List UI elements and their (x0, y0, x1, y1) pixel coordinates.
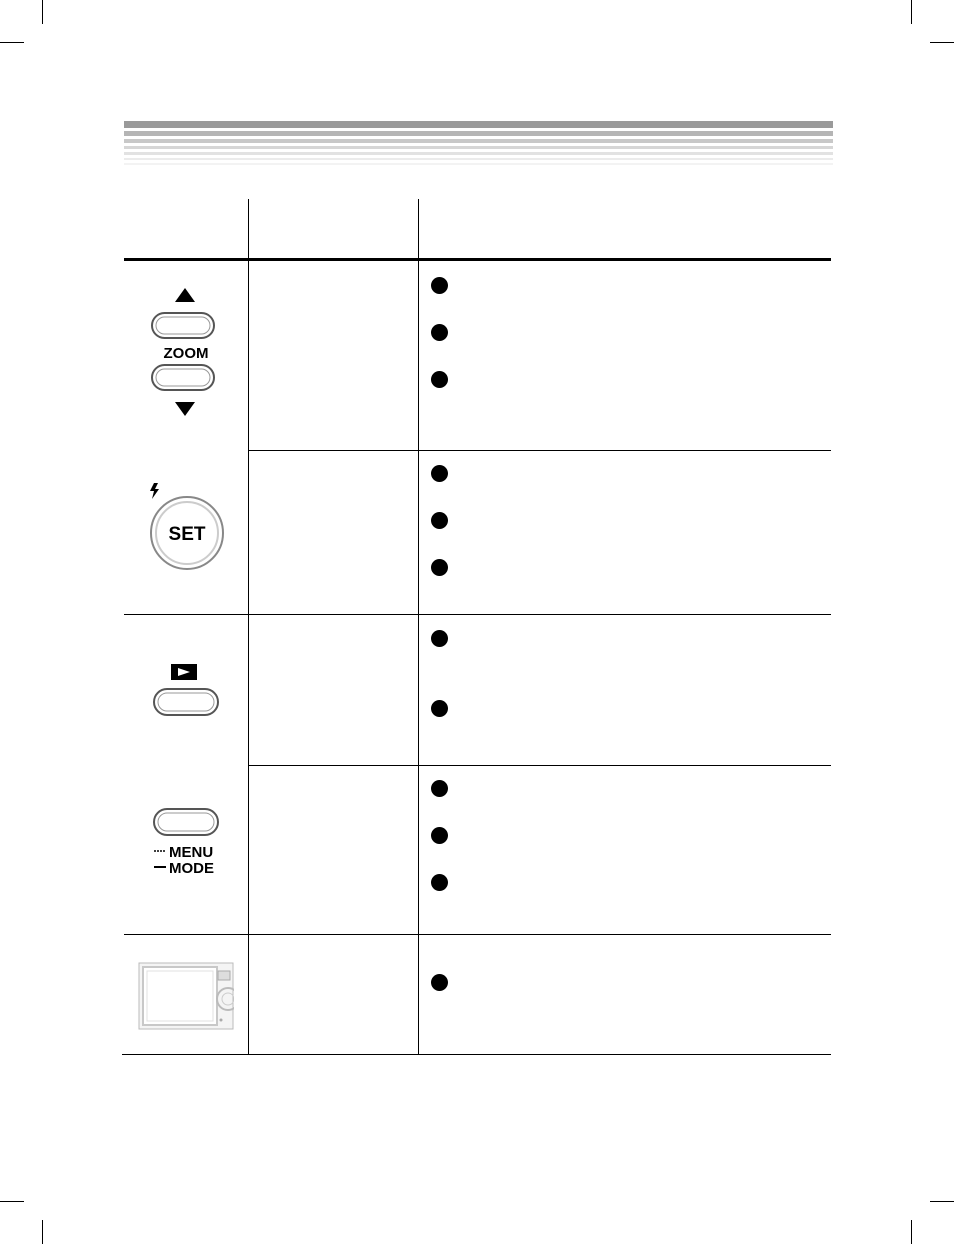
zoom-rocker-icon (140, 282, 230, 418)
lcd-screen-icon (138, 962, 234, 1030)
bullet-icon (431, 512, 448, 529)
bullet-icon (431, 559, 448, 576)
zoom-label: ZOOM (163, 345, 209, 362)
mode-label: MODE (169, 860, 214, 877)
bullet-icon (431, 277, 448, 294)
playback-button-icon (148, 660, 228, 722)
set-button-icon (140, 480, 236, 576)
bullet-icon (431, 465, 448, 482)
table-bottom-rule (122, 1054, 831, 1055)
bullet-icon (431, 874, 448, 891)
menu-mode-button-icon (148, 806, 228, 880)
bullet-icon (431, 371, 448, 388)
row-divider-2 (124, 614, 831, 615)
set-label: SET (168, 524, 206, 545)
row-divider-4 (124, 934, 831, 935)
bullet-icon (431, 827, 448, 844)
bullet-icon (431, 780, 448, 797)
flash-icon (150, 483, 159, 499)
row-divider-1 (248, 450, 831, 451)
header-divider-1 (248, 199, 249, 260)
bullet-icon (431, 700, 448, 717)
column-divider-2 (418, 261, 419, 1055)
bullet-icon (431, 630, 448, 647)
menu-label: MENU (169, 844, 214, 861)
header-rule (124, 258, 831, 261)
bullet-icon (431, 324, 448, 341)
header-divider-2 (418, 199, 419, 260)
column-divider-1 (248, 261, 249, 1055)
bullet-icon (431, 974, 448, 991)
row-divider-3 (248, 765, 831, 766)
